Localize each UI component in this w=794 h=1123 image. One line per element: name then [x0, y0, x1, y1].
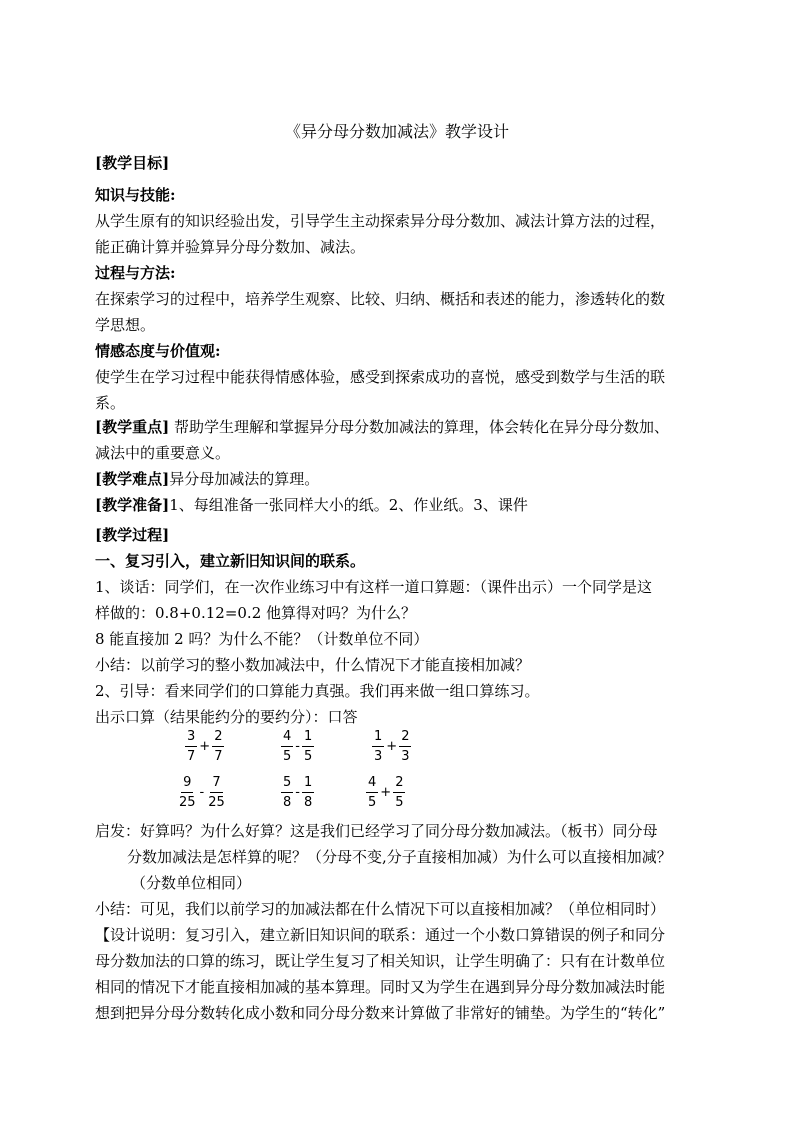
process-heading: 过程与方法:: [95, 264, 176, 282]
knowledge-text-line: 能正确计算并验算异分母分数加、减法。: [95, 238, 366, 256]
preparation-section: [95, 492, 710, 518]
step1-line: 小结：以前学习的整小数加减法中，什么情况下才能直接相加减？: [95, 656, 531, 674]
operator: -: [295, 785, 300, 800]
goals-section: [95, 150, 710, 176]
inspire-line: （分数单位相同）: [131, 874, 252, 892]
operator: +: [386, 739, 398, 754]
fraction: $\frac{1}{3}$: [374, 729, 383, 764]
step1-line: 2、引导：看来同学们的口算能力真强。我们再来做一组口算练习。: [95, 682, 540, 700]
knowledge-heading: 知识与技能:: [95, 186, 176, 204]
fraction-expression: [185, 728, 224, 765]
emotion-text-line: 系。: [95, 394, 126, 412]
inspire-line: 分数加减法是怎样算的呢？（分母不变,分子直接相加减）为什么可以直接相加减？: [127, 848, 672, 866]
summary-line: 小结：可见，我们以前学习的加减法都在什么情况下可以直接相加减？（单位相同时）: [95, 900, 666, 918]
inspire-section: [95, 818, 710, 1026]
process-method-section: [95, 260, 710, 338]
process-text-line: 在探索学习的过程中，培养学生观察、比较、归纳、概括和表述的能力，渗透转化的数: [95, 290, 666, 308]
fraction-expression: [366, 774, 405, 811]
step1-heading: 一、复习引入，建立新旧知识间的联系。: [95, 552, 366, 570]
fraction-expression: [177, 774, 227, 811]
design-note-line: 母分数加法的口算的练习，既让学生复习了相关知识，让学生明确了：只有在计数单位: [95, 952, 666, 970]
operator: +: [199, 739, 211, 754]
inspire-line: 启发：好算吗？为什么好算？这是我们已经学习了同分母分数加减法。（板书）同分母: [95, 822, 658, 840]
fraction: $\frac{2}{3}$: [401, 729, 410, 764]
step1-line: 8 能直接加 2 吗？为什么不能？（计数单位不同）: [95, 630, 429, 648]
emotion-section: [95, 338, 710, 416]
difficulty-section: [95, 466, 710, 492]
key-text: 帮助学生理解和掌握异分母分数加减法的算理，体会转化在异分母分数加、: [169, 418, 669, 436]
fraction-expression: [281, 774, 314, 811]
prep-label: [教学准备]: [95, 496, 170, 514]
fraction-expression: [372, 728, 411, 765]
design-note-line: 相同的情况下才能直接相加减的基本算理。同时又为学生在遇到异分母分数加减法时能: [95, 978, 666, 996]
design-note-line: 想到把异分母分数转化成小数和同分母分数来计算做了非常好的铺垫。为学生的“转化”: [95, 1004, 666, 1022]
fraction: $\frac{1}{5}$: [303, 729, 313, 764]
process-section-heading: [教学过程]: [95, 526, 170, 544]
key-text-line: 减法中的重要意义。: [95, 444, 231, 462]
operator: -: [295, 739, 300, 754]
fraction: $\frac{4}{5}$: [368, 775, 377, 810]
key-label: [教学重点]: [95, 418, 170, 436]
step1-line: 出示口算（结果能约分的要约分）：口答: [95, 708, 358, 726]
design-note-line: 【设计说明：复习引入，建立新旧知识间的联系：通过一个小数口算错误的例子和同分: [95, 926, 666, 944]
knowledge-section: [95, 182, 710, 260]
process-text-line: 学思想。: [95, 316, 156, 334]
fraction-expression: [281, 728, 314, 765]
document-title: 《异分母分数加减法》教学设计: [284, 122, 509, 141]
fraction: $\frac{2}{5}$: [395, 775, 404, 810]
fraction: $\frac{7}{25}$: [208, 775, 225, 810]
teaching-process-section: [95, 522, 710, 730]
emotion-heading: 情感态度与价值观:: [95, 342, 221, 360]
fraction: $\frac{1}{8}$: [303, 775, 313, 810]
emotion-text-line: 使学生在学习过程中能获得情感体验，感受到探索成功的喜悦，感受到数学与生活的联: [95, 368, 666, 386]
knowledge-text-line: 从学生原有的知识经验出发，引导学生主动探索异分母分数加、减法计算方法的过程，: [95, 212, 666, 230]
difficulty-text: 异分母加减法的算理。: [169, 470, 320, 488]
fraction: $\frac{3}{7}$: [187, 729, 196, 764]
fraction: $\frac{5}{8}$: [283, 775, 292, 810]
goals-heading: [教学目标]: [95, 154, 170, 172]
operator: -: [199, 785, 205, 800]
difficulty-label: [教学难点]: [95, 470, 170, 488]
fraction: $\frac{4}{5}$: [283, 729, 292, 764]
key-points-section: [95, 414, 710, 466]
operator: +: [380, 785, 392, 800]
fraction: $\frac{9}{25}$: [179, 775, 196, 810]
fraction: $\frac{2}{7}$: [214, 729, 223, 764]
step1-line: 样做的：0.8+0.12=0.2 他算得对吗？为什么？: [95, 604, 417, 622]
prep-text: 1、每组准备一张同样大小的纸。2、作业纸。3、课件: [169, 496, 528, 514]
step1-line: 1、谈话：同学们，在一次作业练习中有这样一道口算题：（课件出示）一个同学是这: [95, 578, 653, 596]
